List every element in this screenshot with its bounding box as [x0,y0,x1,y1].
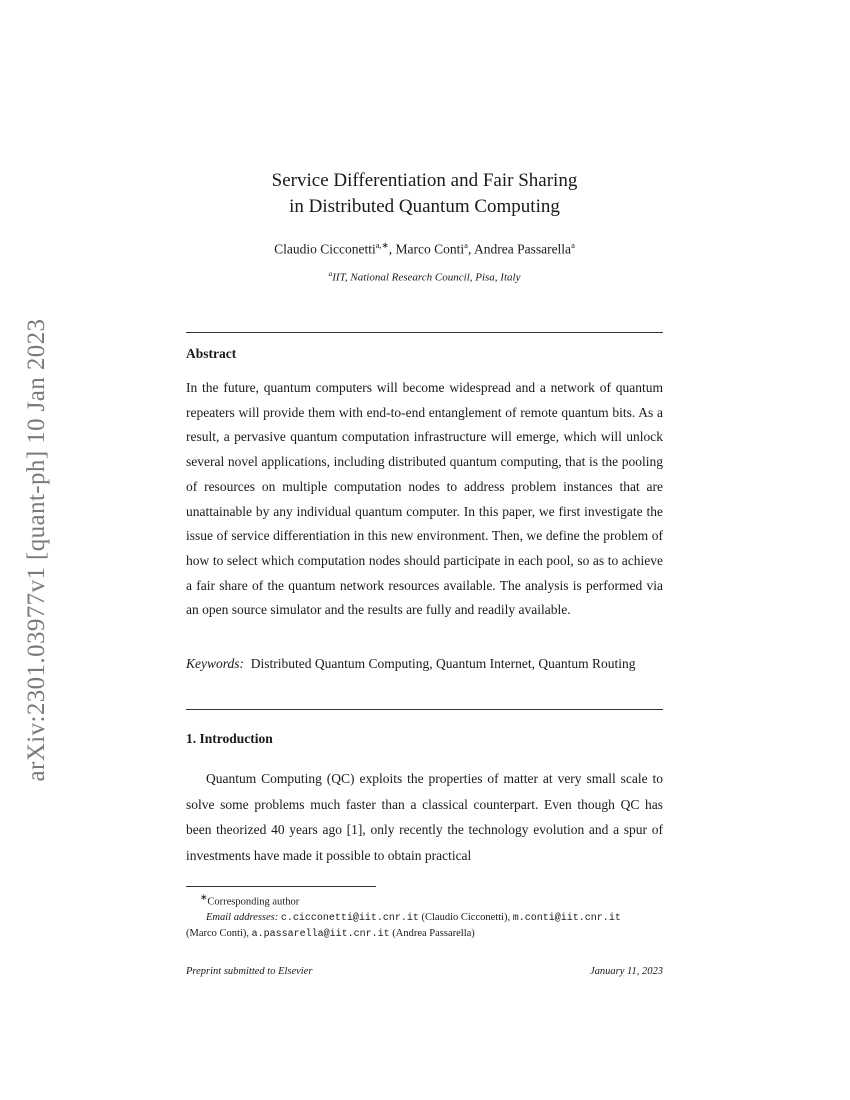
email-link[interactable]: c.cicconetti@iit.cnr.it [280,912,419,924]
author-name: Claudio Cicconetti [274,241,376,257]
paper-title [186,168,663,220]
author-mark: a,∗ [375,240,389,250]
author-mark: a [464,240,468,250]
title-line-1: Service Differentiation and Fair Sharing [271,170,578,191]
email-owner: (Claudio Cicconetti), [421,911,511,923]
author-mark: a [571,240,575,250]
affiliation [186,269,663,284]
author-name: Andrea Passarella [473,241,572,257]
abstract-heading: Abstract [186,346,237,361]
keywords [186,652,663,677]
email-link[interactable]: m.conti@iit.cnr.it [512,912,621,924]
footnote-rule [186,886,376,887]
section-heading: 1. Introduction [186,731,273,746]
corresponding-author-note [186,890,666,910]
introduction-text: Quantum Computing (QC) exploits the properties of matter at very small scale to solve some problems much faster than a classical counterpart. Even though QC has been theorized 40 years ago [1], only recently the technology evolution and a spur of investments have made it possible to obtain practical [186,771,663,863]
author-separator: , [388,241,396,257]
affiliation-text: IIT, National Research Council, Pisa, Italy [332,271,521,284]
arxiv-sidebar-stamp [12,290,62,810]
email-addresses-continued [186,926,666,942]
author-separator: , [467,241,474,257]
keywords-text: Distributed Quantum Computing, Quantum Internet, Quantum Routing [250,656,636,671]
email-label: Email addresses: [206,911,279,923]
preprint-date: January 11, 2023 [589,966,663,977]
abstract-text: In the future, quantum computers will become widespread and a network of quantum repeaters will provide them with end-to-end entanglement of remote quantum bits. As a result, a pervasive quantum computation infrastructure will emerge, which will unlock several novel applications, including distributed quantum computing, that is the pooling of resources on multiple computation nodes to address problem instances that are unattainable by any individual quantum computer. In this paper, we first investigate the issue of service differentiation in this new environment. Then, we define the problem of how to select which computation nodes should participate in each pool, so as to achieve a fair share of the quantum network resources available. The analysis is performed via an open source simulator and the results are fully and readily available. [186,380,663,618]
email-addresses [186,910,666,926]
page-footer [186,966,663,977]
author-list [186,240,663,258]
affiliation-mark: a [328,269,333,278]
email-owner: (Andrea Passarella) [392,927,475,939]
preprint-note: Preprint submitted to Elsevier [186,966,313,977]
abstract-top-rule [186,332,663,333]
footnote-mark: ∗ [200,892,208,902]
author-name: Marco Conti [395,241,465,257]
footnote [186,890,666,942]
abstract-bottom-rule [186,709,663,710]
email-link[interactable]: a.passarella@iit.cnr.it [251,928,390,940]
title-line-2: in Distributed Quantum Computing [289,196,560,217]
corresponding-author-text: Corresponding author [207,896,300,908]
keywords-label: Keywords: [186,656,244,671]
email-owner: (Marco Conti), [186,927,249,939]
arxiv-identifier: arXiv:2301.03977v1 [quant-ph] 10 Jan 2023 [23,318,50,782]
